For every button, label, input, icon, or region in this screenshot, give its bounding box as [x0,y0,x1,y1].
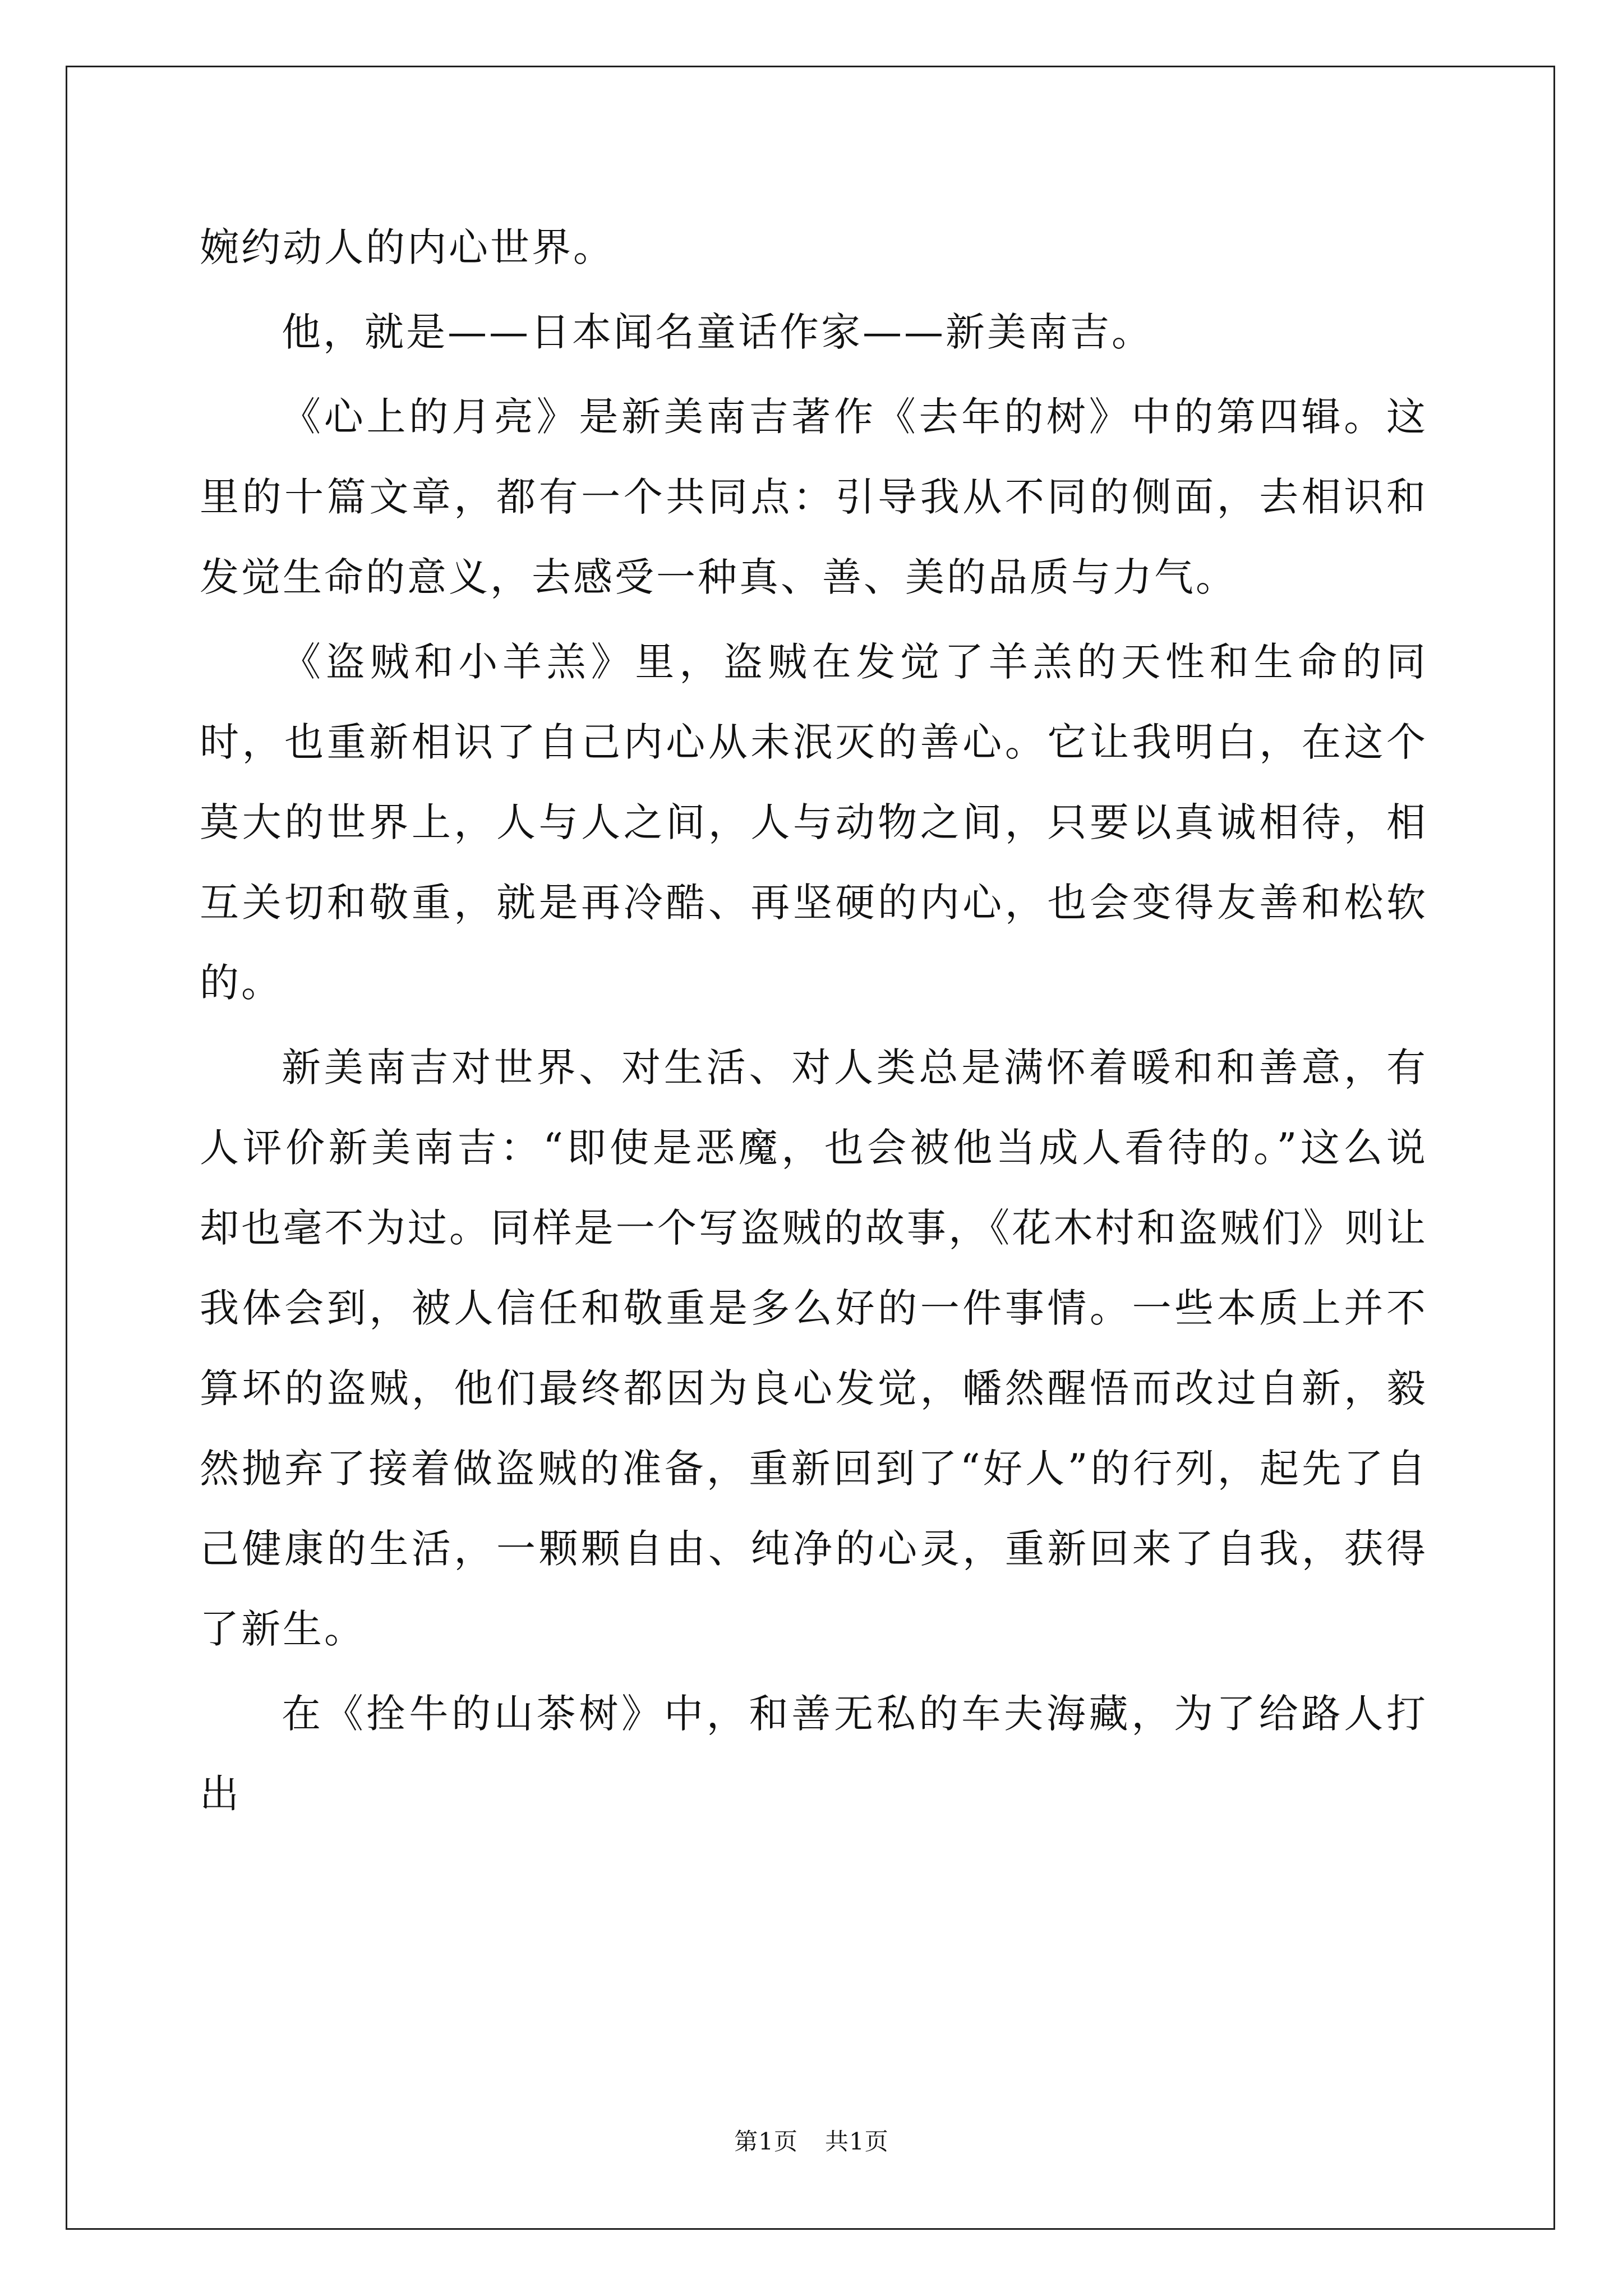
paragraph-6: 在《拴牛的山茶树》中，和善无私的车夫海藏，为了给路人打出 [200,1691,1428,1817]
paragraph-4: 《盗贼和小羊羔》里，盗贼在发觉了羊羔的天性和生命的同时，也重新相识了自己内心从未泯灭的善心。它让我明白，在这个莫大的世界上，人与人之间，人与动物之间，只要以真诚相待，相互关切和敬重，就是再冷酷、再坚硬的内心，也会变得友善和松软的。 [200,639,1428,1006]
paragraph-5: 新美南吉对世界、对生活、对人类总是满怀着暖和和善意，有人评价新美南吉：“即使是恶魔，也会被他当成人看待的。”这么说却也毫不为过。同样是一个写盗贼的故事，《花木村和盗贼们》则让我体会到，被人信任和敬重是多么好的一件事情。一些本质上并不算坏的盗贼，他们最终都因为良心发觉，幡然醒悟而改过自新，毅然抛弃了接着做盗贼的准备，重新回到了“好人”的行列，起先了自己健康的生活，一颗颗自由、纯净的心灵，重新回来了自我，获得了新生。 [200,1045,1428,1652]
paragraph-2: 他，就是——日本闻名童话作家——新美南吉。 [282,309,1153,355]
paragraph-1: 婉约动人的内心世界。 [200,224,615,270]
page-number: 第1页 [734,2128,798,2155]
paragraph-3: 《心上的月亮》是新美南吉著作《去年的树》中的第四辑。这里的十篇文章，都有一个共同点：引导我从不同的侧面，去相识和发觉生命的意义，去感受一种真、善、美的品质与力气。 [200,394,1428,600]
document-body [200,208,1428,1839]
page-footer [0,2123,1623,2157]
page-total: 共1页 [825,2128,889,2155]
